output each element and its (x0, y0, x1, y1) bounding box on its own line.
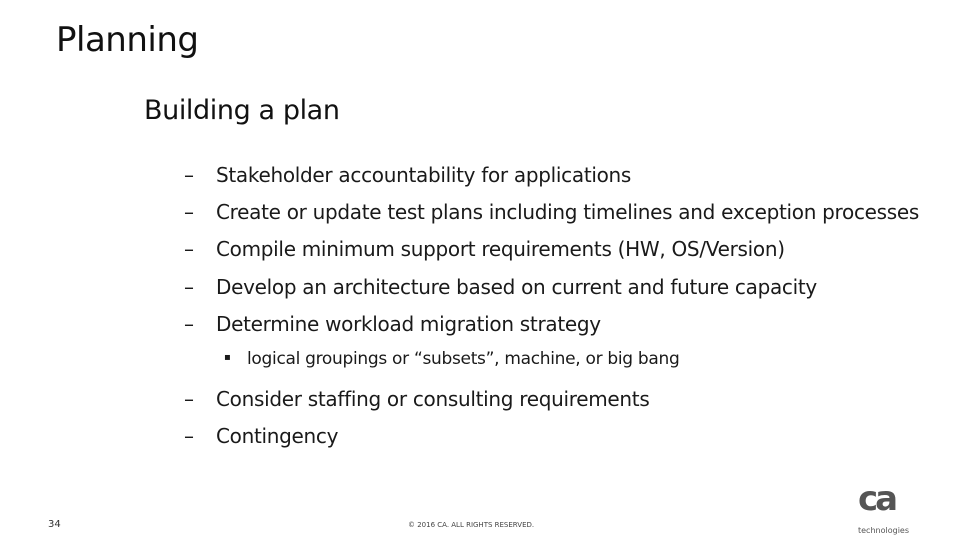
dash-bullet: – (184, 387, 194, 411)
logo-mark: ca (858, 479, 896, 519)
dash-bullet: – (184, 237, 194, 261)
dash-bullet: – (184, 163, 194, 187)
item-text: Consider staffing or consulting requirements (216, 387, 650, 411)
dash-bullet: – (184, 200, 194, 224)
square-bullet-icon: ▪ (224, 352, 231, 363)
slide-subtitle: Building a plan (144, 95, 340, 126)
item-text: Compile minimum support requirements (HW, OS/Version) (216, 237, 785, 261)
dash-bullet: – (184, 312, 194, 336)
item-text: Stakeholder accountability for applications (216, 163, 632, 187)
dash-bullet: – (184, 424, 194, 448)
item-text: Determine workload migration strategy (216, 312, 601, 336)
copyright-footer: © 2016 CA. ALL RIGHTS RESERVED. (408, 521, 535, 529)
sub-item-text: logical groupings or “subsets”, machine, or big bang (247, 349, 680, 369)
item-text: Create or update test plans including timelines and exception processes (216, 200, 920, 224)
dash-bullet: – (184, 275, 194, 299)
item-text: Contingency (216, 424, 339, 448)
company-logo (852, 479, 916, 537)
logo-tagline: technologies (858, 526, 909, 535)
page-number: 34 (48, 519, 61, 530)
slide-title: Planning (56, 20, 199, 60)
item-text: Develop an architecture based on current and future capacity (216, 275, 817, 299)
